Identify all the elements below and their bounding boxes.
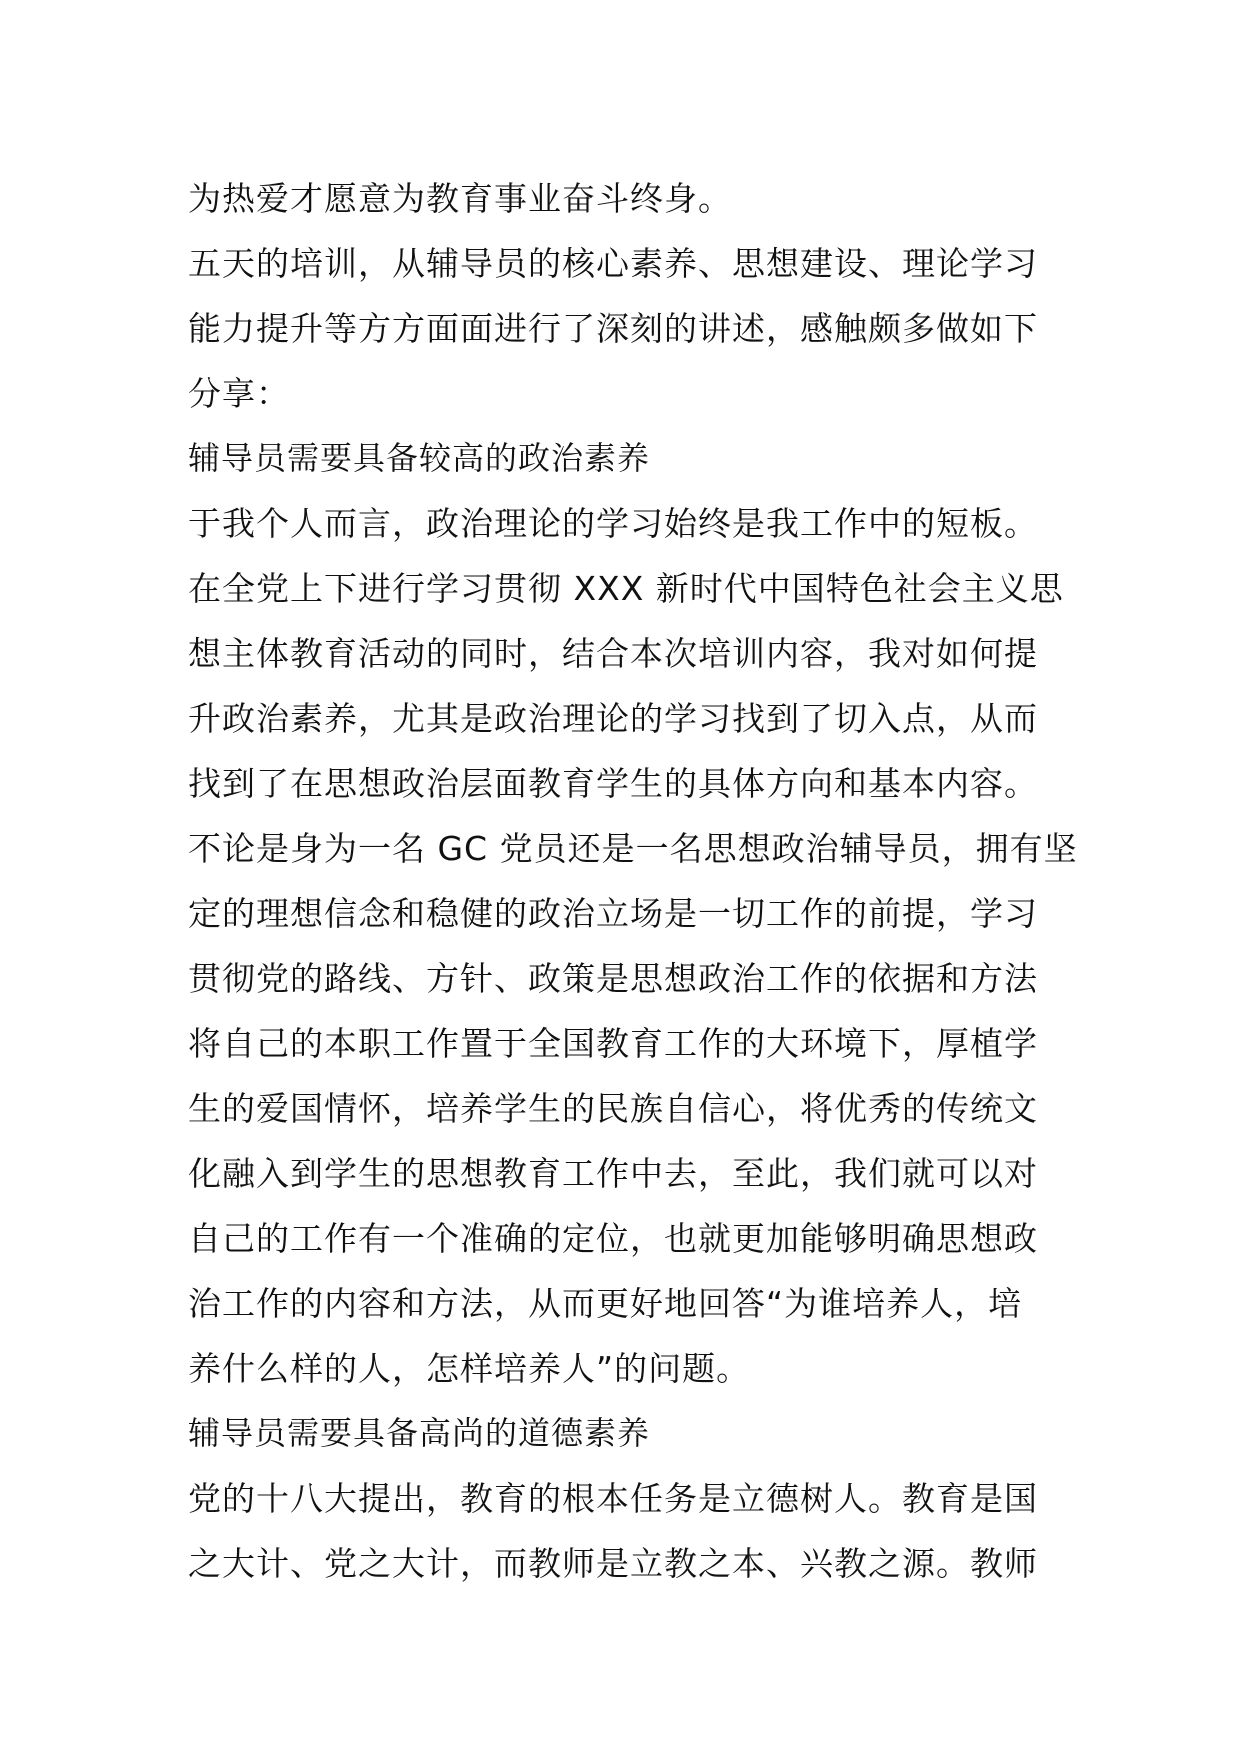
text-line: 五天的培训，从辅导员的核心素养、思想建设、理论学习 — [188, 244, 1038, 283]
text-line: 升政治素养，尤其是政治理论的学习找到了切入点，从而 — [188, 699, 1038, 738]
text-line: 于我个人而言，政治理论的学习始终是我工作中的短板。 — [188, 504, 1038, 543]
text-line: 为热爱才愿意为教育事业奋斗终身。 — [188, 179, 732, 218]
text-line: 想主体教育活动的同时，结合本次培训内容，我对如何提 — [188, 634, 1038, 673]
text-line: 贯彻党的路线、方针、政策是思想政治工作的依据和方法 — [188, 959, 1038, 998]
section-heading: 辅导员需要具备较高的政治素养 — [188, 439, 651, 477]
section-heading: 辅导员需要具备高尚的道德素养 — [188, 1414, 651, 1452]
text-line: 将自己的本职工作置于全国教育工作的大环境下，厚植学 — [188, 1024, 1038, 1063]
text-line: 生的爱国情怀，培养学生的民族自信心，将优秀的传统文 — [188, 1089, 1038, 1128]
document-body — [188, 166, 1078, 1596]
text-line: 化融入到学生的思想教育工作中去，至此，我们就可以对 — [188, 1154, 1038, 1193]
text-line: 之大计、党之大计，而教师是立教之本、兴教之源。教师 — [188, 1544, 1038, 1583]
text-line: 治工作的内容和方法，从而更好地回答“为谁培养人，培 — [188, 1284, 1023, 1323]
text-line: 找到了在思想政治层面教育学生的具体方向和基本内容。 — [188, 764, 1038, 803]
text-line: 自己的工作有一个准确的定位，也就更加能够明确思想政 — [188, 1219, 1038, 1258]
text-line: 能力提升等方方面面进行了深刻的讲述，感触颇多做如下 — [188, 309, 1038, 348]
text-line: 养什么样的人，怎样培养人”的问题。 — [188, 1349, 751, 1388]
text-line: 在全党上下进行学习贯彻 XXX 新时代中国特色社会主义思 — [188, 569, 1064, 608]
text-line: 党的十八大提出，教育的根本任务是立德树人。教育是国 — [188, 1479, 1038, 1518]
text-line: 分享： — [188, 374, 290, 413]
text-line: 定的理想信念和稳健的政治立场是一切工作的前提，学习 — [188, 894, 1038, 933]
text-line: 不论是身为一名 GC 党员还是一名思想政治辅导员，拥有坚 — [188, 829, 1078, 868]
